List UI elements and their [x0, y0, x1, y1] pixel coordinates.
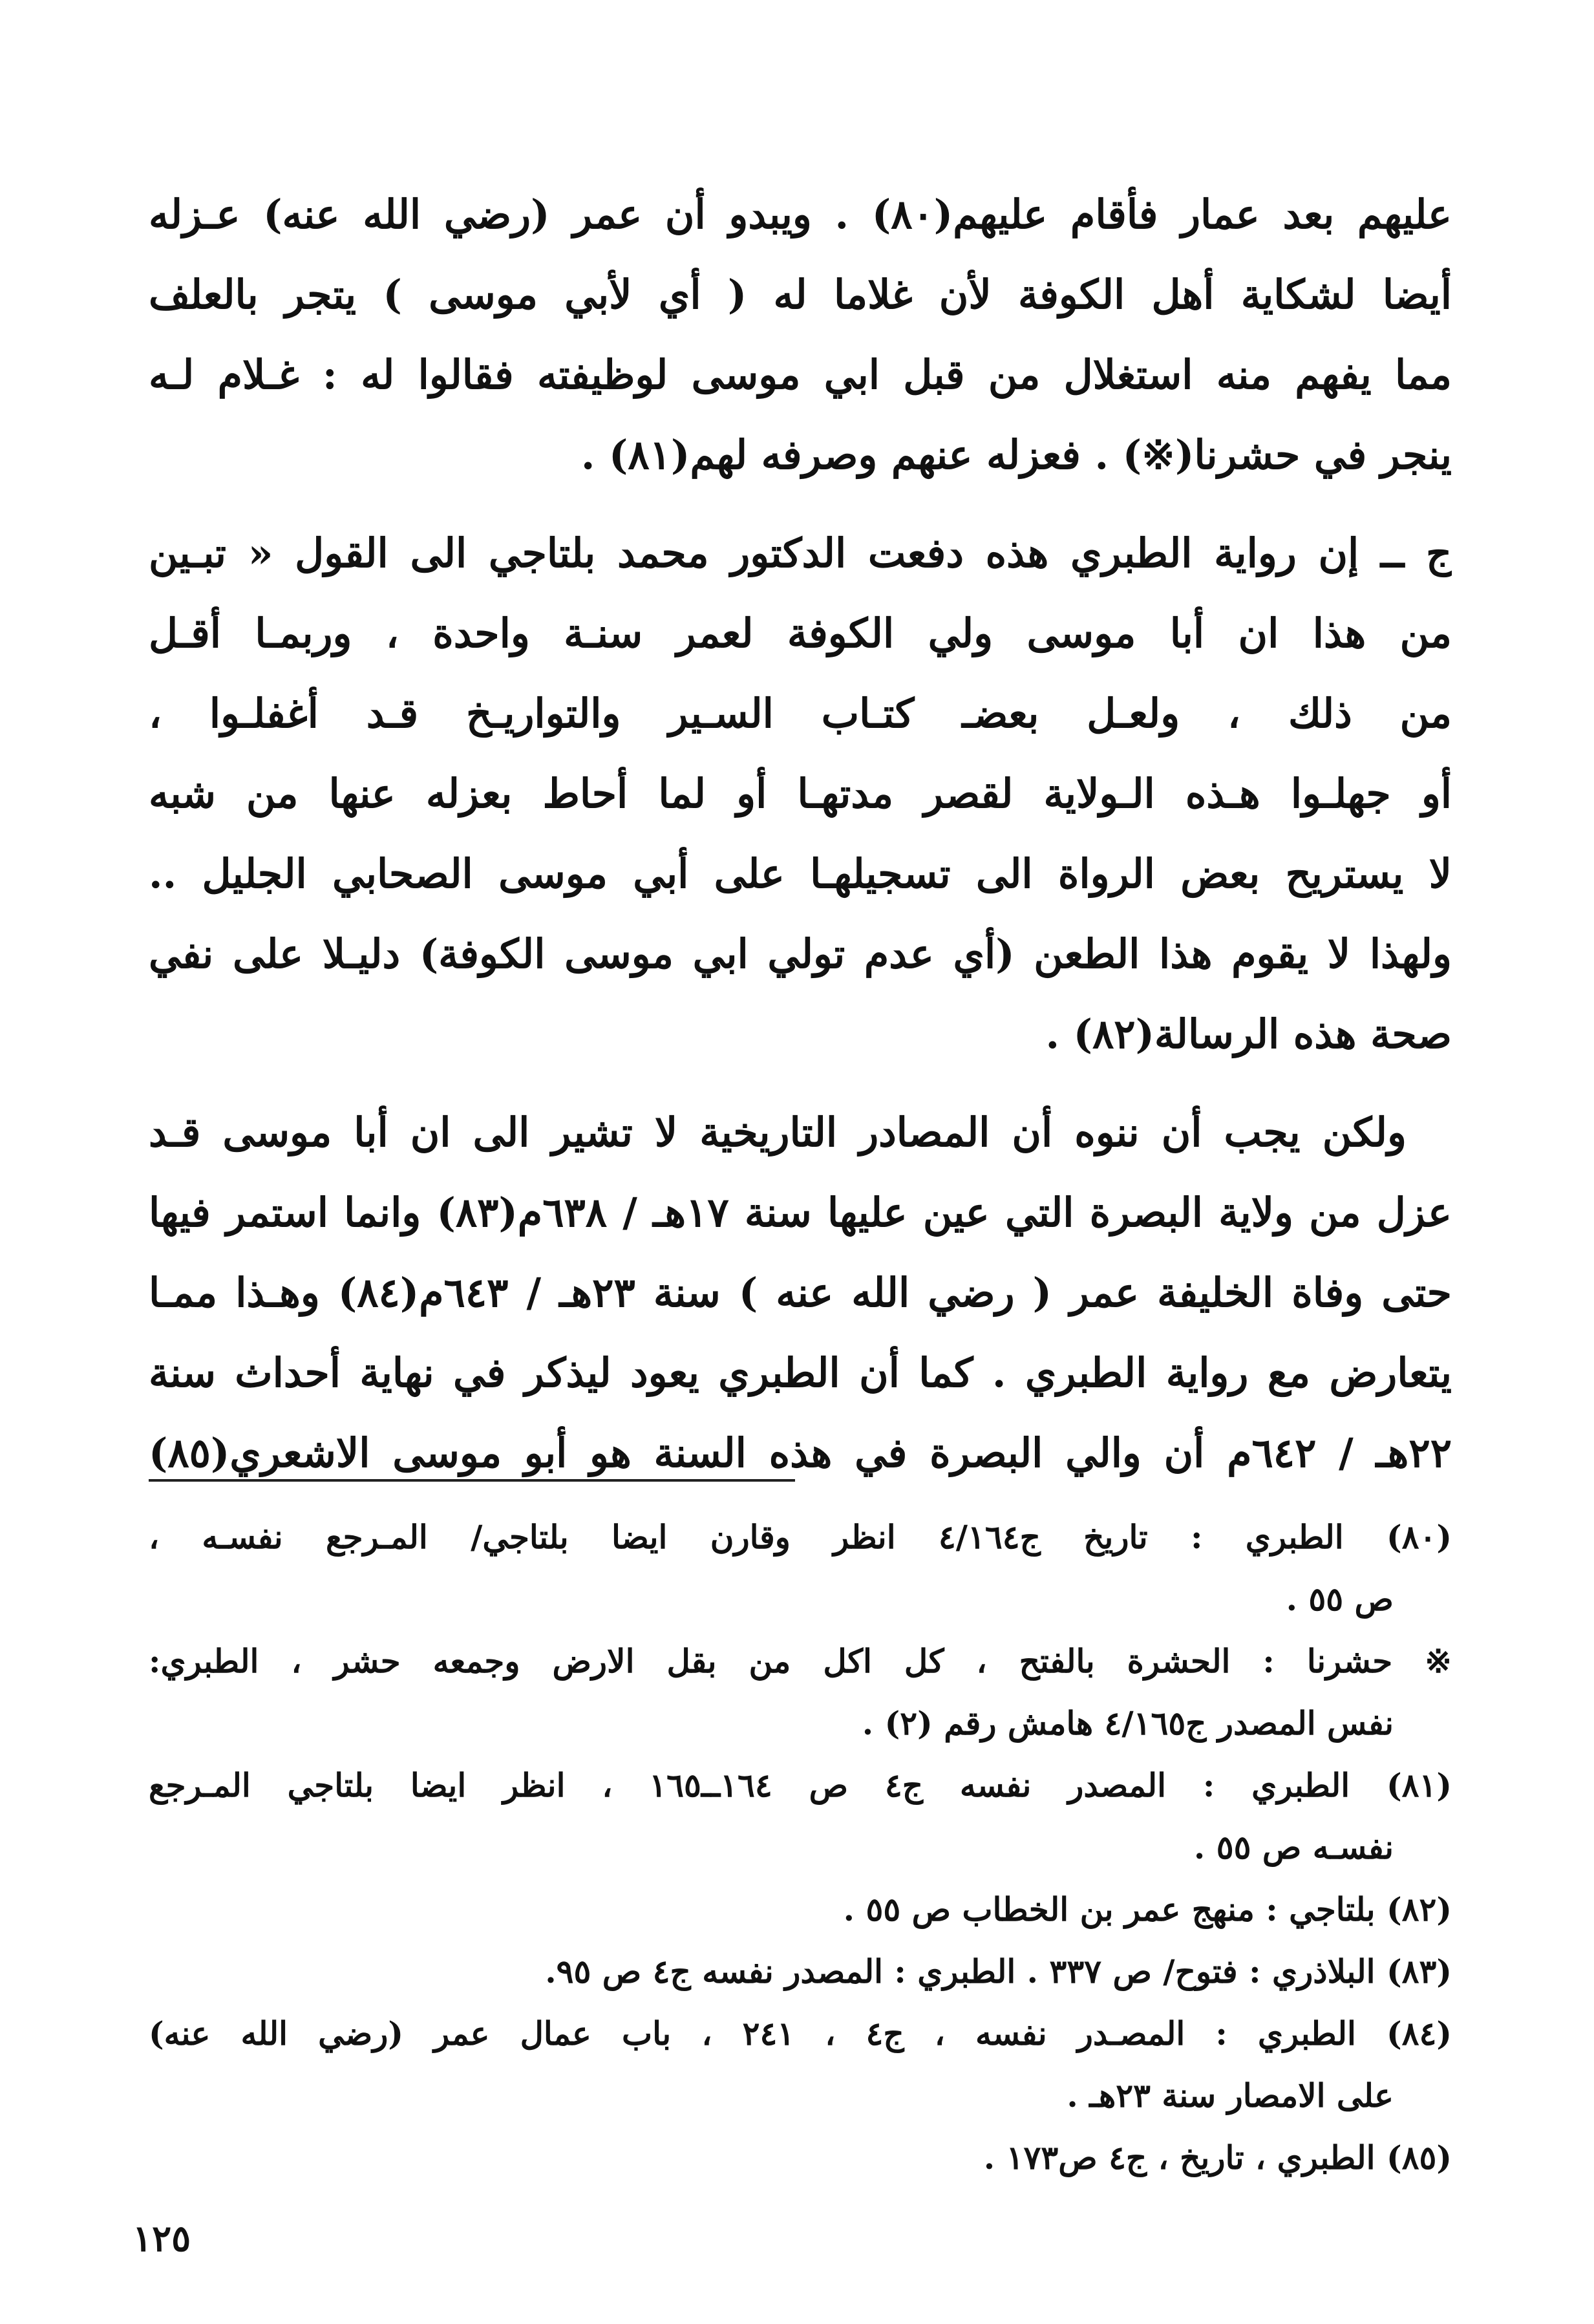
footnote-hashrana-continued: نفس المصدر ج٤/١٦٥ هامش رقم (٢) .	[862, 1704, 1394, 1742]
footnote-85: (٨٥) الطبري ، تاريخ ، ج٤ ص١٧٣ .	[983, 2138, 1452, 2177]
paragraph-gap	[149, 1074, 1452, 1093]
paragraph-2	[149, 513, 1452, 1074]
text-line: ٢٢هـ / ٦٤٢م أن والي البصرة في هذه السنة هو أبو موسى الاشعري(٨٥)	[149, 1429, 1452, 1476]
footnote-81: (٨١) الطبري : المصدر نفسه ج٤ ص ١٦٤ــ١٦٥ ، انظر ايضا بلتاجي المـرجع	[149, 1766, 1452, 1804]
footnote-84-continued: على الامصار سنة ٢٣هـ .	[1067, 2076, 1394, 2115]
paragraph-1	[149, 175, 1452, 495]
text-line: أو جهلـوا هـذه الـولاية لقصر مدتهـا أو لما أحاط بعزله عنها من شبه	[149, 770, 1452, 817]
text-line: ج ــ إن رواية الطبري هذه دفعت الدكتور محمد بلتاجي الى القول « تبـين	[149, 529, 1452, 577]
paragraph-3	[149, 1093, 1452, 1493]
text-line: صحة هذه الرسالة(٨٢) .	[1045, 1010, 1452, 1058]
footnote-hashrana: ※ حشرنا : الحشرة بالفتح ، كل اكل من بقل الارض وجمعه حشر ، الطبري:	[149, 1642, 1452, 1680]
text-line: لا يستريح بعض الرواة الى تسجيلهـا على أبي موسى الصحابي الجليل ..	[149, 850, 1452, 897]
text-line: مما يفهم منه استغلال من قبل ابي موسى لوظيفته فقالوا له : غـلام لـه	[149, 351, 1452, 398]
main-text	[149, 175, 1452, 1493]
text-line: حتى وفاة الخليفة عمر ( رضي الله عنه ) سنة ٢٣هـ / ٦٤٣م(٨٤) وهـذا ممـا	[149, 1269, 1452, 1316]
text-line: ولكن يجب أن ننوه أن المصادر التاريخية لا تشير الى ان أبا موسى قـد	[149, 1109, 1407, 1156]
text-line: أيضا لشكاية أهل الكوفة لأن غلاما له ( أي لأبي موسى ) يتجر بالعلف	[149, 271, 1452, 318]
footnote-83: (٨٣) البلاذري : فتوح/ ص ٣٣٧ . الطبري : المصدر نفسه ج٤ ص ٩٥.	[545, 1952, 1452, 1990]
paragraph-gap	[149, 495, 1452, 513]
text-line: من ذلك ، ولعـل بعضـ كتـاب السـير والتواريـخ قـد أغفلـوا ،	[149, 690, 1452, 737]
text-line: عليهم بعد عمار فأقام عليهم(٨٠) . ويبدو أن عمر (رضي الله عنه) عـزله	[149, 191, 1452, 238]
text-line: من هذا ان أبا موسى ولي الكوفة لعمر سنـة واحدة ، وربمـا أقـل	[149, 610, 1452, 657]
footnote-81-continued: نفسـه ص ٥٥ .	[1193, 1828, 1394, 1866]
text-line: ينجر في حشرنا(※) . فعزله عنهم وصرفه لهم(٨١) .	[580, 431, 1452, 478]
footnote-82: (٨٢) بلتاجي : منهج عمر بن الخطاب ص ٥٥ .	[843, 1890, 1452, 1928]
text-line: عزل من ولاية البصرة التي عين عليها سنة ١٧هـ / ٦٣٨م(٨٣) وانما استمر فيها	[149, 1189, 1452, 1236]
text-line: يتعارض مع رواية الطبري . كما أن الطبري يعود ليذكر في نهاية أحداث سنة	[149, 1349, 1452, 1396]
text-line: ولهذا لا يقوم هذا الطعن (أي عدم تولي ابي موسى الكوفة) دليـلا على نفي	[149, 930, 1452, 977]
page-number: ١٢٥	[133, 2217, 191, 2260]
footnote-separator	[149, 1479, 795, 1482]
footnote-80: (٨٠) الطبري : تاريخ ج٤/١٦٤ انظر وقارن ايضا بلتاجي/ المـرجع نفسـه ،	[149, 1518, 1452, 1556]
footnote-80-continued: ص ٥٥ .	[1286, 1580, 1394, 1618]
footnote-84: (٨٤) الطبري : المصـدر نفسه ، ج٤ ، ٢٤١ ، باب عمال عمر (رضي الله عنه)	[149, 2014, 1452, 2052]
footnotes	[149, 1506, 1452, 2189]
